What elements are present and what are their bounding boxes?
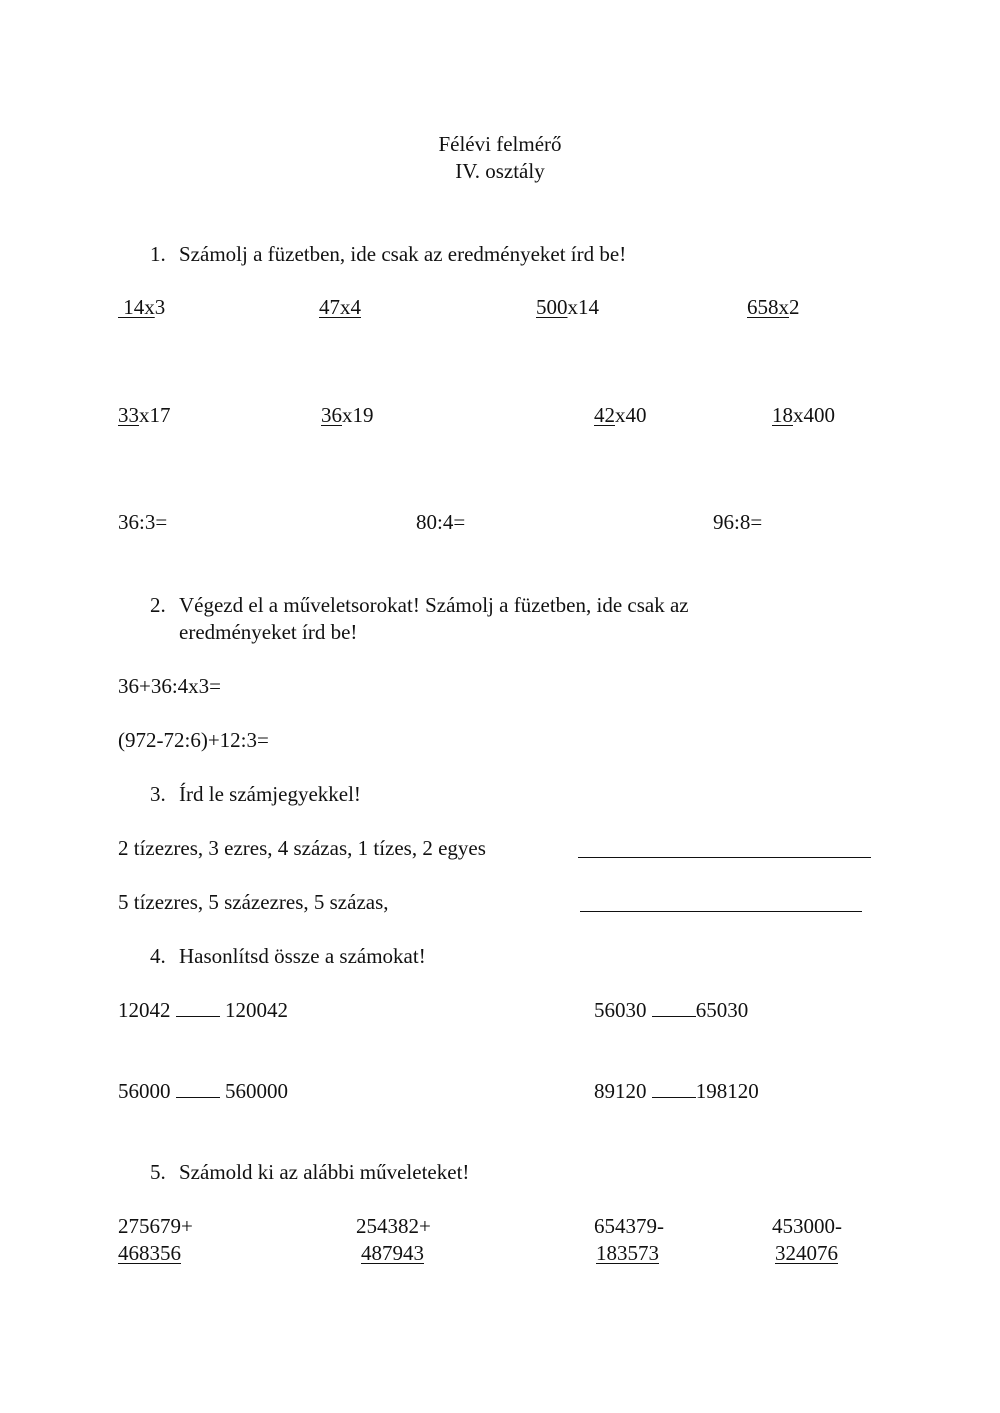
place-value-item: 5 tízezres, 5 százezres, 5 százas, [118,890,389,914]
multiplication-item: 658x2 [747,295,800,319]
operation-bottom: 487943 [361,1241,424,1265]
task1-number: 1. [150,242,166,266]
expression-item: 36+36:4x3= [118,674,222,698]
task2-instruction-cont: eredményeket írd be! [179,620,358,644]
expression-item: (972-72:6)+12:3= [118,728,269,752]
worksheet-subtitle: IV. osztály [455,159,545,183]
answer-blank[interactable] [580,911,862,912]
task2-instruction: Végezd el a műveletsorokat! Számolj a füzetben, ide csak az [179,593,689,617]
comparison-item: 12042 120042 [118,998,288,1022]
multiplication-item: 14x3 [118,295,166,319]
operation-top: 275679+ [118,1214,193,1238]
task2-number: 2. [150,593,166,617]
comparison-blank[interactable] [176,998,220,1017]
comparison-blank[interactable] [652,998,696,1017]
division-item: 36:3= [118,510,168,534]
multiplication-item: 42x40 [594,403,647,427]
task1-instruction: Számolj a füzetben, ide csak az eredményeket írd be! [179,242,627,266]
task3-number: 3. [150,782,166,806]
multiplication-item: 33x17 [118,403,171,427]
place-value-item: 2 tízezres, 3 ezres, 4 százas, 1 tízes, 2 egyes [118,836,486,860]
multiplication-item: 36x19 [321,403,374,427]
operation-top: 654379- [594,1214,664,1238]
task4-number: 4. [150,944,166,968]
task3-instruction: Írd le számjegyekkel! [179,782,361,806]
multiplication-item: 500x14 [536,295,599,319]
comparison-item: 56030 65030 [594,998,749,1022]
operation-top: 254382+ [356,1214,431,1238]
comparison-item: 89120 198120 [594,1079,759,1103]
worksheet-title: Félévi felmérő [438,132,562,156]
division-item: 96:8= [713,510,763,534]
multiplication-item: 18x400 [772,403,835,427]
operation-top: 453000- [772,1214,842,1238]
answer-blank[interactable] [578,857,871,858]
comparison-blank[interactable] [652,1079,696,1098]
operation-bottom: 183573 [596,1241,659,1265]
operation-bottom: 324076 [775,1241,838,1265]
task5-instruction: Számold ki az alábbi műveleteket! [179,1160,470,1184]
operation-bottom: 468356 [118,1241,181,1265]
multiplication-item: 47x4 [319,295,361,319]
comparison-item: 56000 560000 [118,1079,288,1103]
task4-instruction: Hasonlítsd össze a számokat! [179,944,426,968]
comparison-blank[interactable] [176,1079,220,1098]
task5-number: 5. [150,1160,166,1184]
division-item: 80:4= [416,510,466,534]
